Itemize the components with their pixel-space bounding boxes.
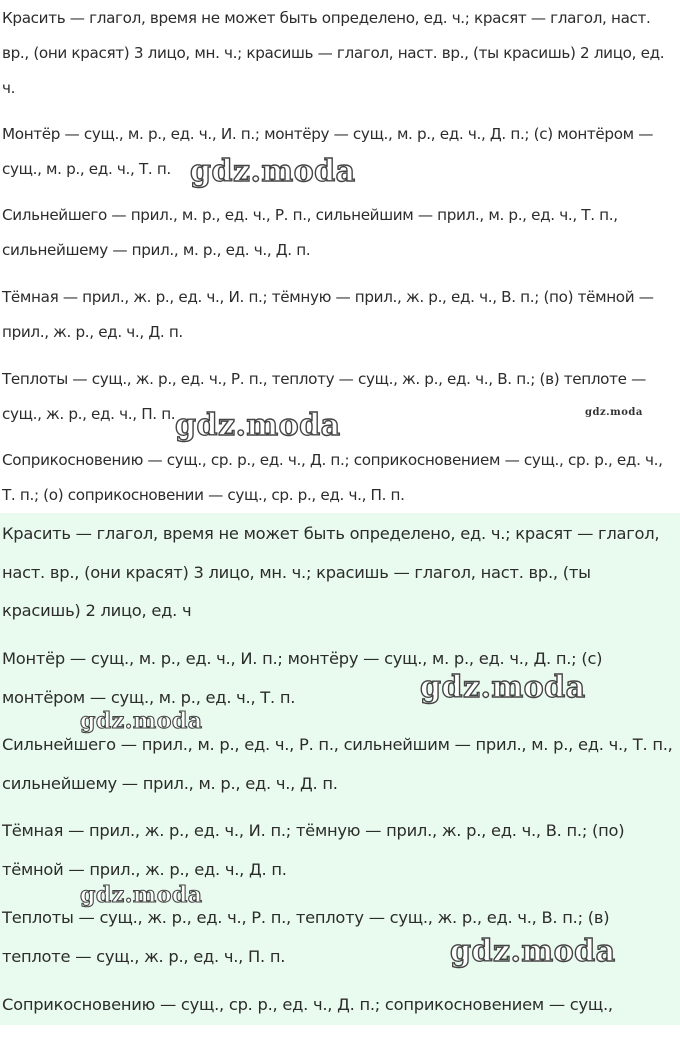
paragraph-teploty: Теплоты — сущ., ж. р., ед. ч., Р. п., теплоту — сущ., ж. р., ед. ч., В. п.; (в) теплоте — сущ., ж. р., ед. ч., П. п. xyxy=(2,370,646,423)
paragraph-teploty: Теплоты — сущ., ж. р., ед. ч., Р. п., теплоту — сущ., ж. р., ед. ч., В. п.; (в) теплоте — сущ., ж. р., ед. ч., П. п. xyxy=(2,908,610,966)
paragraph-silneyshego: Сильнейшего — прил., м. р., ед. ч., Р. п., сильнейшим — прил., м. р., ед. ч., Т. п., сильнейшему — прил., м. р., ед. ч., Д. п. xyxy=(2,206,618,259)
watermark-logo: gdz.moda xyxy=(190,154,356,189)
paragraph-monter: Монтёр — сущ., м. р., ед. ч., И. п.; монтёру — сущ., м. р., ед. ч., Д. п.; (с) монтёром — сущ., м. р., ед. ч., Т. п. xyxy=(2,649,603,707)
paragraph-krasit: Красить — глагол, время не может быть определено, ед. ч.; красят — глагол, наст. вр., (они красят) 3 лицо, мн. ч.; красишь — глагол, наст. вр., (ты красишь) 2 лицо, ед. ч xyxy=(2,524,660,620)
watermark-logo: gdz.moda xyxy=(80,708,203,734)
watermark-logo: gdz.moda xyxy=(585,407,643,418)
watermark-logo: gdz.moda xyxy=(450,934,616,969)
paragraph-silneyshego: Сильнейшего — прил., м. р., ед. ч., Р. п., сильнейшим — прил., м. р., ед. ч., Т. п., сильнейшему — прил., м. р., ед. ч., Д. п. xyxy=(2,735,673,793)
watermark-logo: gdz.moda xyxy=(80,882,203,908)
watermark-logo: gdz.moda xyxy=(175,408,341,443)
watermark-logo: gdz.moda xyxy=(420,670,586,705)
paragraph-temnaya: Тёмная — прил., ж. р., ед. ч., И. п.; тёмную — прил., ж. р., ед. ч., В. п.; (по) тёмной — прил., ж. р., ед. ч., Д. п. xyxy=(2,821,625,879)
paragraph-temnaya: Тёмная — прил., ж. р., ед. ч., И. п.; тёмную — прил., ж. р., ед. ч., В. п.; (по) тёмной — прил., ж. р., ед. ч., Д. п. xyxy=(2,288,654,341)
paragraph-soprikosnoveniyu: Соприкосновению — сущ., ср. р., ед. ч., Д. п.; соприкосновением — сущ., ср. р., ед. ч., Т. п.; (о) соприкосновении — сущ., ср. р., ед. ч., П. п. xyxy=(2,451,663,504)
paragraph-soprikosnoveniyu: Соприкосновению — сущ., ср. р., ед. ч., Д. п.; соприкосновением — сущ., xyxy=(2,995,613,1014)
paragraph-monter: Монтёр — сущ., м. р., ед. ч., И. п.; монтёру — сущ., м. р., ед. ч., Д. п.; (с) монтёром — сущ., м. р., ед. ч., Т. п. xyxy=(2,125,654,178)
paragraph-krasit: Красить — глагол, время не может быть определено, ед. ч.; красят — глагол, наст. вр., (они красят) 3 лицо, мн. ч.; красишь — глагол, наст. вр., (ты красишь) 2 лицо, ед. ч. xyxy=(2,9,665,97)
